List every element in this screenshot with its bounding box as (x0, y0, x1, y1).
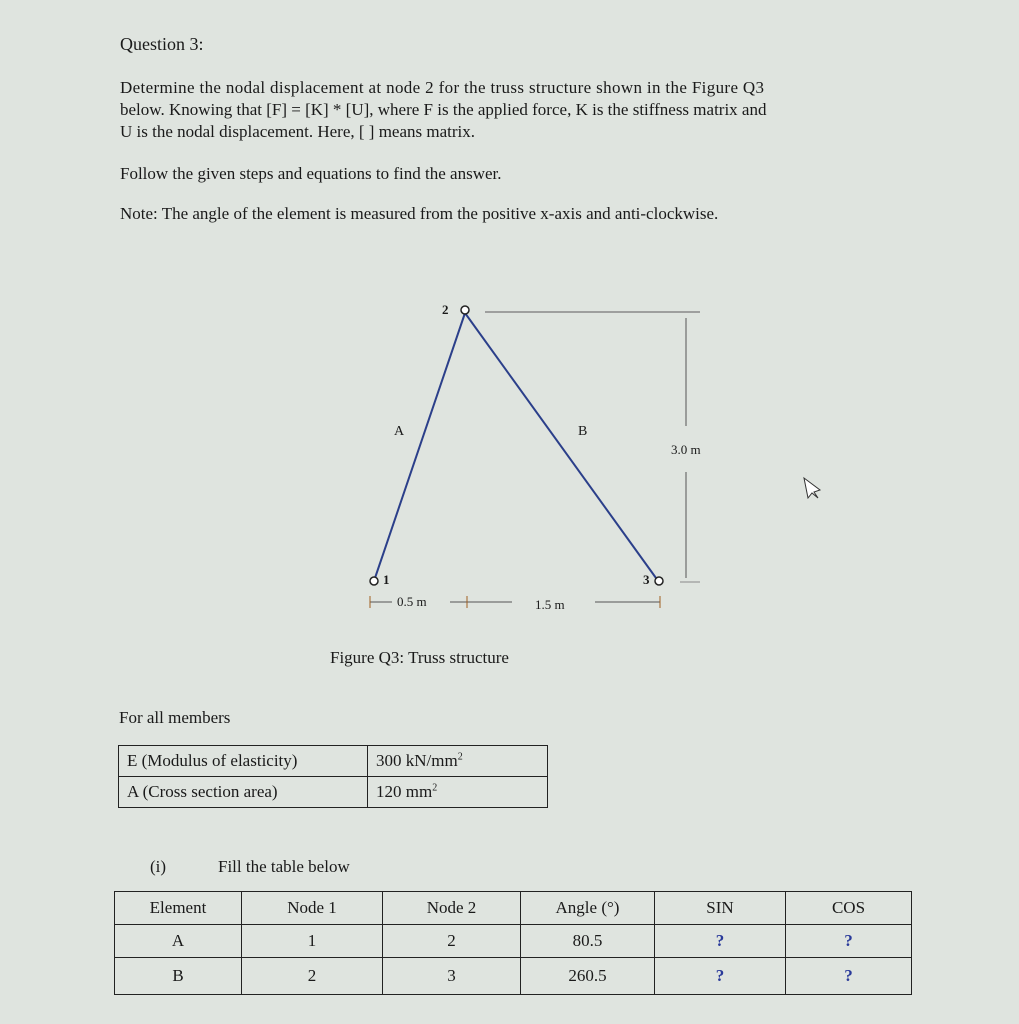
header-cos: COS (786, 892, 912, 925)
question-line-2: below. Knowing that [F] = [K] * [U], where F is the applied force, K is the stiffness matrix and (120, 100, 767, 119)
task-number: (i) (150, 857, 167, 876)
header-node-1: Node 1 (242, 892, 383, 925)
dim-1-5-label: 1.5 m (535, 597, 565, 612)
node-2-label: 2 (442, 302, 449, 317)
task-text: Fill the table below (218, 857, 350, 876)
figure-caption: Figure Q3: Truss structure (330, 648, 509, 667)
element-table (114, 891, 912, 995)
cell-sin: ? (655, 958, 786, 995)
node-2-pin (461, 306, 469, 314)
cell-cos: ? (786, 958, 912, 995)
header-element: Element (115, 892, 242, 925)
cell-cos: ? (786, 925, 912, 958)
node-1-label: 1 (383, 572, 390, 587)
question-title: Question 3: (120, 34, 204, 54)
dim-vertical-label: 3.0 m (671, 442, 701, 457)
table-row (115, 958, 912, 995)
header-angle: Angle (°) (521, 892, 655, 925)
property-label: E (Modulus of elasticity) (119, 746, 368, 777)
cell-node-1: 1 (242, 925, 383, 958)
property-value (368, 777, 548, 808)
superscript: 2 (457, 751, 463, 763)
note-text: Note: The angle of the element is measured from the positive x-axis and anti-clockwise. (120, 204, 719, 223)
properties-heading: For all members (119, 708, 231, 727)
property-label: A (Cross section area) (119, 777, 368, 808)
member-b (465, 313, 656, 578)
node-1-pin (370, 577, 378, 585)
table-row (115, 925, 912, 958)
property-value (368, 746, 548, 777)
question-line-3: U is the nodal displacement. Here, [ ] means matrix. (120, 122, 475, 141)
cell-element: B (115, 958, 242, 995)
cell-element: A (115, 925, 242, 958)
node-3-pin (655, 577, 663, 585)
value-text: 120 mm (376, 782, 433, 801)
superscript: 2 (432, 782, 438, 794)
member-b-label: B (578, 424, 588, 439)
header-sin: SIN (655, 892, 786, 925)
properties-table (118, 745, 548, 808)
header-node-2: Node 2 (383, 892, 521, 925)
cell-angle: 80.5 (521, 925, 655, 958)
cell-angle: 260.5 (521, 958, 655, 995)
table-header-row (115, 892, 912, 925)
table-row (119, 777, 548, 808)
dim-0-5-label: 0.5 m (397, 594, 427, 609)
member-a (375, 313, 465, 578)
question-line-1: Determine the nodal displacement at node 2 for the truss structure shown in the Figure Q3 (120, 78, 765, 97)
member-a-label: A (394, 424, 405, 439)
cell-node-1: 2 (242, 958, 383, 995)
cell-sin: ? (655, 925, 786, 958)
follow-text: Follow the given steps and equations to find the answer. (120, 164, 502, 183)
cell-node-2: 3 (383, 958, 521, 995)
mouse-cursor-icon (804, 478, 820, 498)
cell-node-2: 2 (383, 925, 521, 958)
node-3-label: 3 (643, 572, 650, 587)
value-text: 300 kN/mm (376, 751, 458, 770)
table-row (119, 746, 548, 777)
